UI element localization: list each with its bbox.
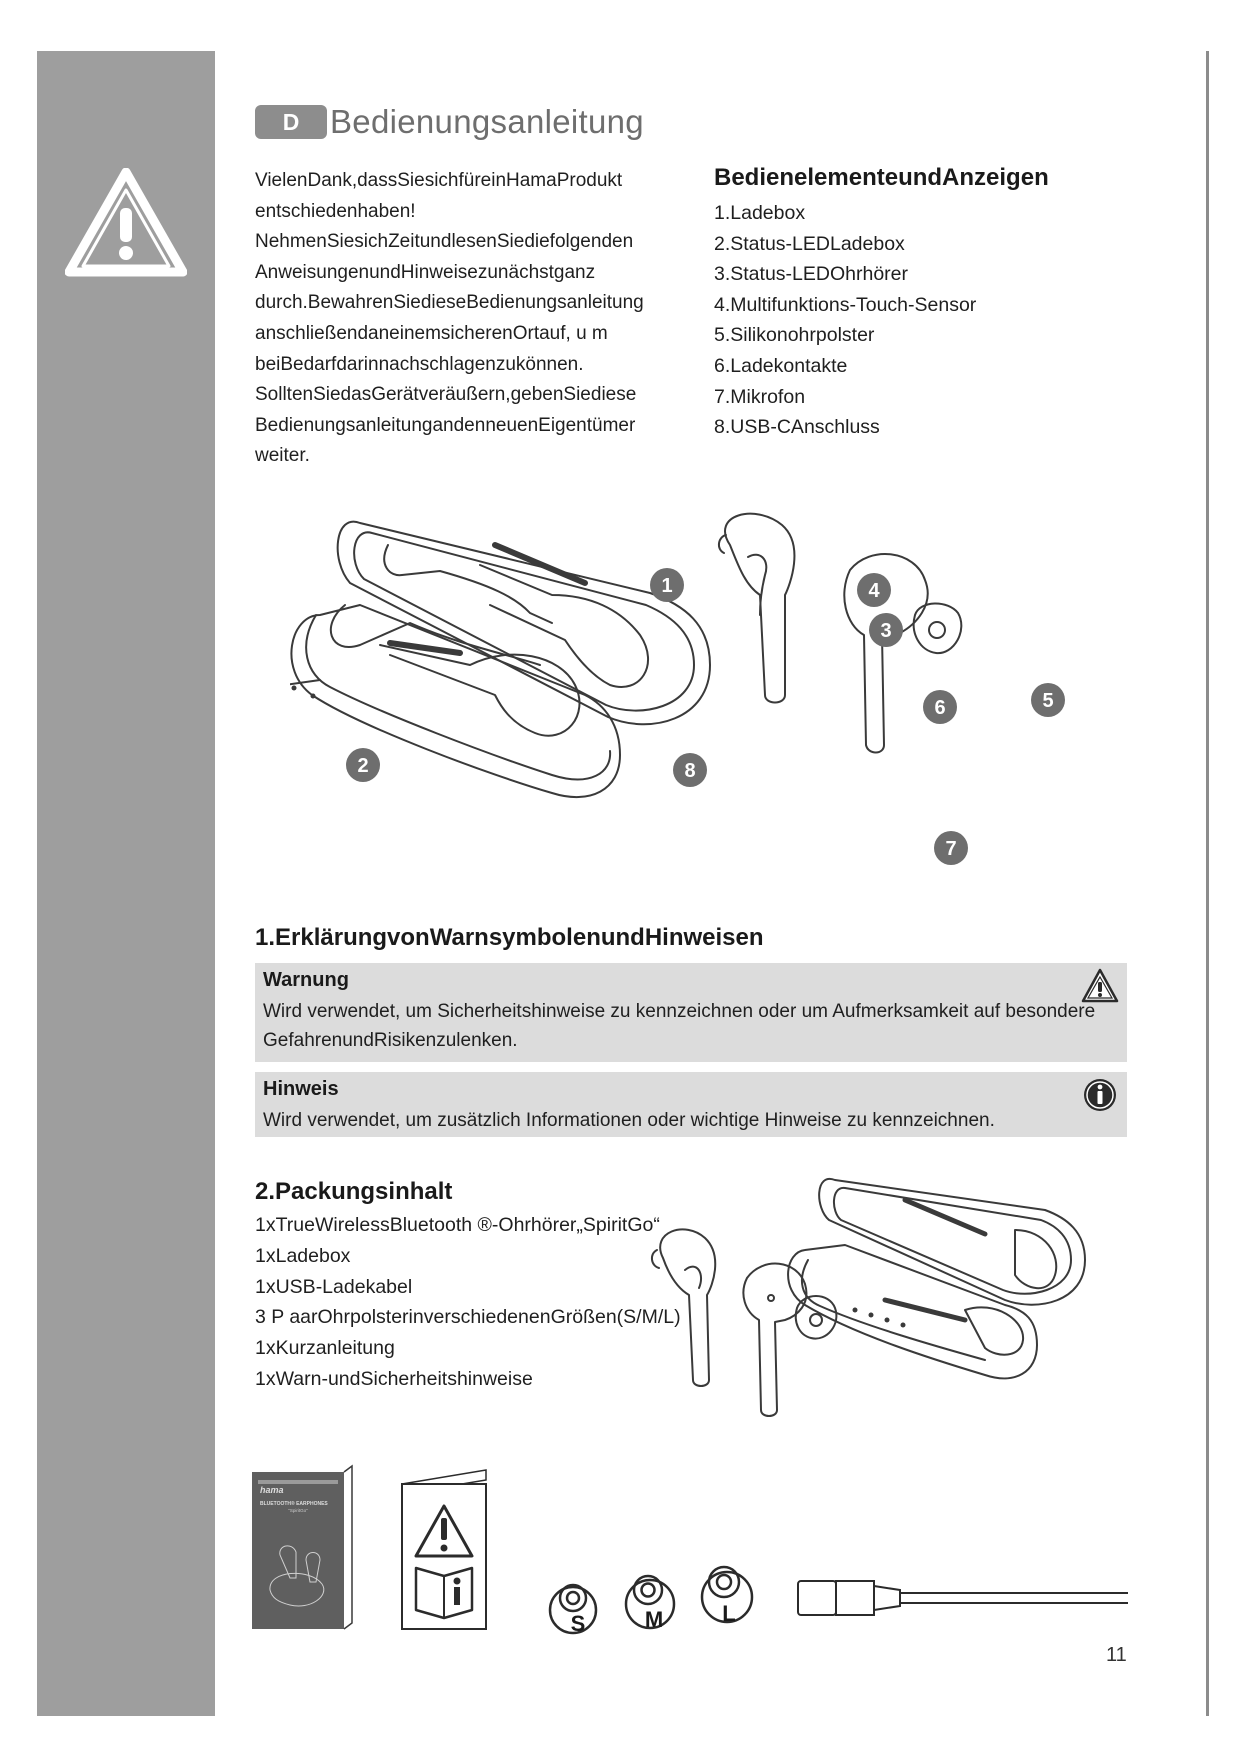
earbud-left-tip — [719, 535, 726, 553]
list-item: 1xTrueWirelessBluetooth ®-Ohrhörer„SpiritGo“ — [255, 1214, 660, 1236]
base-edge — [290, 680, 320, 685]
earbud-left-shape — [660, 1229, 715, 1386]
intro-paragraph — [255, 166, 655, 472]
product-diagram — [290, 505, 1090, 885]
page-title: Bedienungsanleitung — [330, 103, 644, 140]
callout-3-label: 3 — [880, 620, 892, 642]
lid-cavity — [1015, 1230, 1056, 1288]
list-item: 1xKurzanleitung — [255, 1337, 395, 1360]
hint-box — [255, 1072, 1127, 1137]
base-slot — [885, 1300, 965, 1320]
callout-6-label: 6 — [934, 697, 946, 719]
earbud-right-tip — [914, 603, 962, 653]
tip-size-l: L — [722, 1601, 736, 1626]
case-base-shape — [291, 605, 620, 797]
warning-title: Warnung — [263, 969, 349, 991]
earbud-left-detail — [748, 555, 766, 615]
callout-5-label: 5 — [1042, 690, 1054, 712]
title-row — [255, 104, 644, 140]
controls-section — [714, 164, 1049, 443]
booklet-sub: "SpiritGo" — [288, 1508, 308, 1513]
page-number: 11 — [1106, 1644, 1127, 1666]
base-slot — [390, 643, 460, 653]
list-item: 7.Mikrofon — [714, 385, 806, 408]
list-item: 3 P aarOhrpolsterinverschiedenenGrößen(S/M/L) — [255, 1306, 681, 1329]
earbud-left-detail — [685, 1267, 701, 1288]
callout-2-label: 2 — [357, 755, 369, 777]
usb-cable — [798, 1581, 1128, 1615]
intro-line: entschiedenhaben! — [255, 200, 416, 222]
list-item: 1xUSB-Ladekabel — [255, 1275, 413, 1298]
intro-line: VielenDank,dassSiesichfüreinHamaProdukt — [255, 170, 623, 191]
intro-line: AnweisungenundHinweisezunächstganz — [255, 261, 596, 283]
intro-line: beiBedarfdarinnachschlagenzukönnen. — [255, 353, 584, 375]
list-item: 5.Silikonohrpolster — [714, 324, 875, 347]
booklet-label: BLUETOOTH® EARPHONES — [260, 1501, 328, 1507]
intro-line: weiter. — [255, 445, 310, 467]
warning-box — [255, 963, 1127, 1062]
case-lid-shape — [338, 522, 710, 725]
earbud-right-nozzle — [810, 1314, 822, 1326]
intro-line: durch.BewahrenSiedieseBedienungsanleitung — [255, 292, 644, 314]
callout-1-label: 1 — [661, 575, 673, 597]
list-item: 1.Ladebox — [714, 202, 806, 224]
quick-guide-booklet — [252, 1466, 352, 1629]
warning-text-line: Wird verwendet, um Sicherheitshinweise zu kennzeichnen oder um Aufmerksamkeit auf besondere — [263, 1001, 1096, 1022]
intro-line: NehmenSiesichZeitundlesenSiediefolgenden — [255, 231, 634, 253]
list-item: 2.Status-LEDLadebox — [714, 232, 905, 255]
tip-size-m: M — [644, 1607, 664, 1632]
language-badge: D — [255, 105, 327, 139]
tip-size-s: S — [570, 1611, 586, 1636]
sidebar-band — [37, 51, 215, 1716]
list-item: 8.USB-CAnschluss — [714, 416, 880, 439]
intro-line: BedienungsanleitungandenneuenEigentümer — [255, 414, 636, 436]
safety-leaflet — [402, 1470, 486, 1629]
intro-line: anschließendaneinemsicherenOrtauf, u m — [255, 322, 608, 344]
section-1-heading: 1.ErklärungvonWarnsymbolenundHinweisen — [255, 924, 764, 951]
earbud-left-tip — [652, 1250, 659, 1268]
warning-triangle-icon — [1081, 967, 1119, 1005]
section-2-heading: 2.Packungsinhalt — [255, 1178, 453, 1205]
list-item: 1xLadebox — [255, 1244, 351, 1267]
earbud-right-mic — [768, 1295, 774, 1301]
earbud-right-shape — [743, 1264, 806, 1416]
accessories-illustration — [250, 1460, 1130, 1645]
list-item: 1xWarn-undSicherheitshinweise — [255, 1367, 533, 1390]
controls-list — [714, 198, 1049, 443]
package-illustration — [605, 1160, 1130, 1490]
warning-text-line: GefahrenundRisikenzulenken. — [263, 1030, 518, 1051]
ear-tips — [550, 1567, 752, 1636]
page-edge-rule — [1206, 51, 1209, 1716]
list-item: 6.Ladekontakte — [714, 354, 848, 377]
controls-heading: BedienelementeundAnzeigen — [714, 164, 1049, 191]
warning-triangle-icon — [65, 168, 187, 278]
booklet-brand: hama — [260, 1485, 284, 1495]
info-icon — [1081, 1076, 1119, 1114]
callout-4-label: 4 — [868, 580, 880, 602]
base-cavity — [965, 1307, 1023, 1354]
hint-text: Wird verwendet, um zusätzlich Informationen oder wichtige Hinweise zu kennzeichnen. — [263, 1110, 995, 1131]
earbud-right-nozzle — [929, 622, 945, 638]
callout-7-label: 7 — [945, 838, 957, 860]
list-item: 4.Multifunktions-Touch-Sensor — [714, 293, 977, 316]
callout-8-label: 8 — [684, 760, 696, 782]
intro-line: SolltenSiedasGerätveräußern,gebenSiediese — [255, 384, 637, 406]
list-item: 3.Status-LEDOhrhörer — [714, 263, 909, 286]
case-lid-inner — [834, 1188, 1071, 1294]
hint-title: Hinweis — [263, 1078, 339, 1100]
